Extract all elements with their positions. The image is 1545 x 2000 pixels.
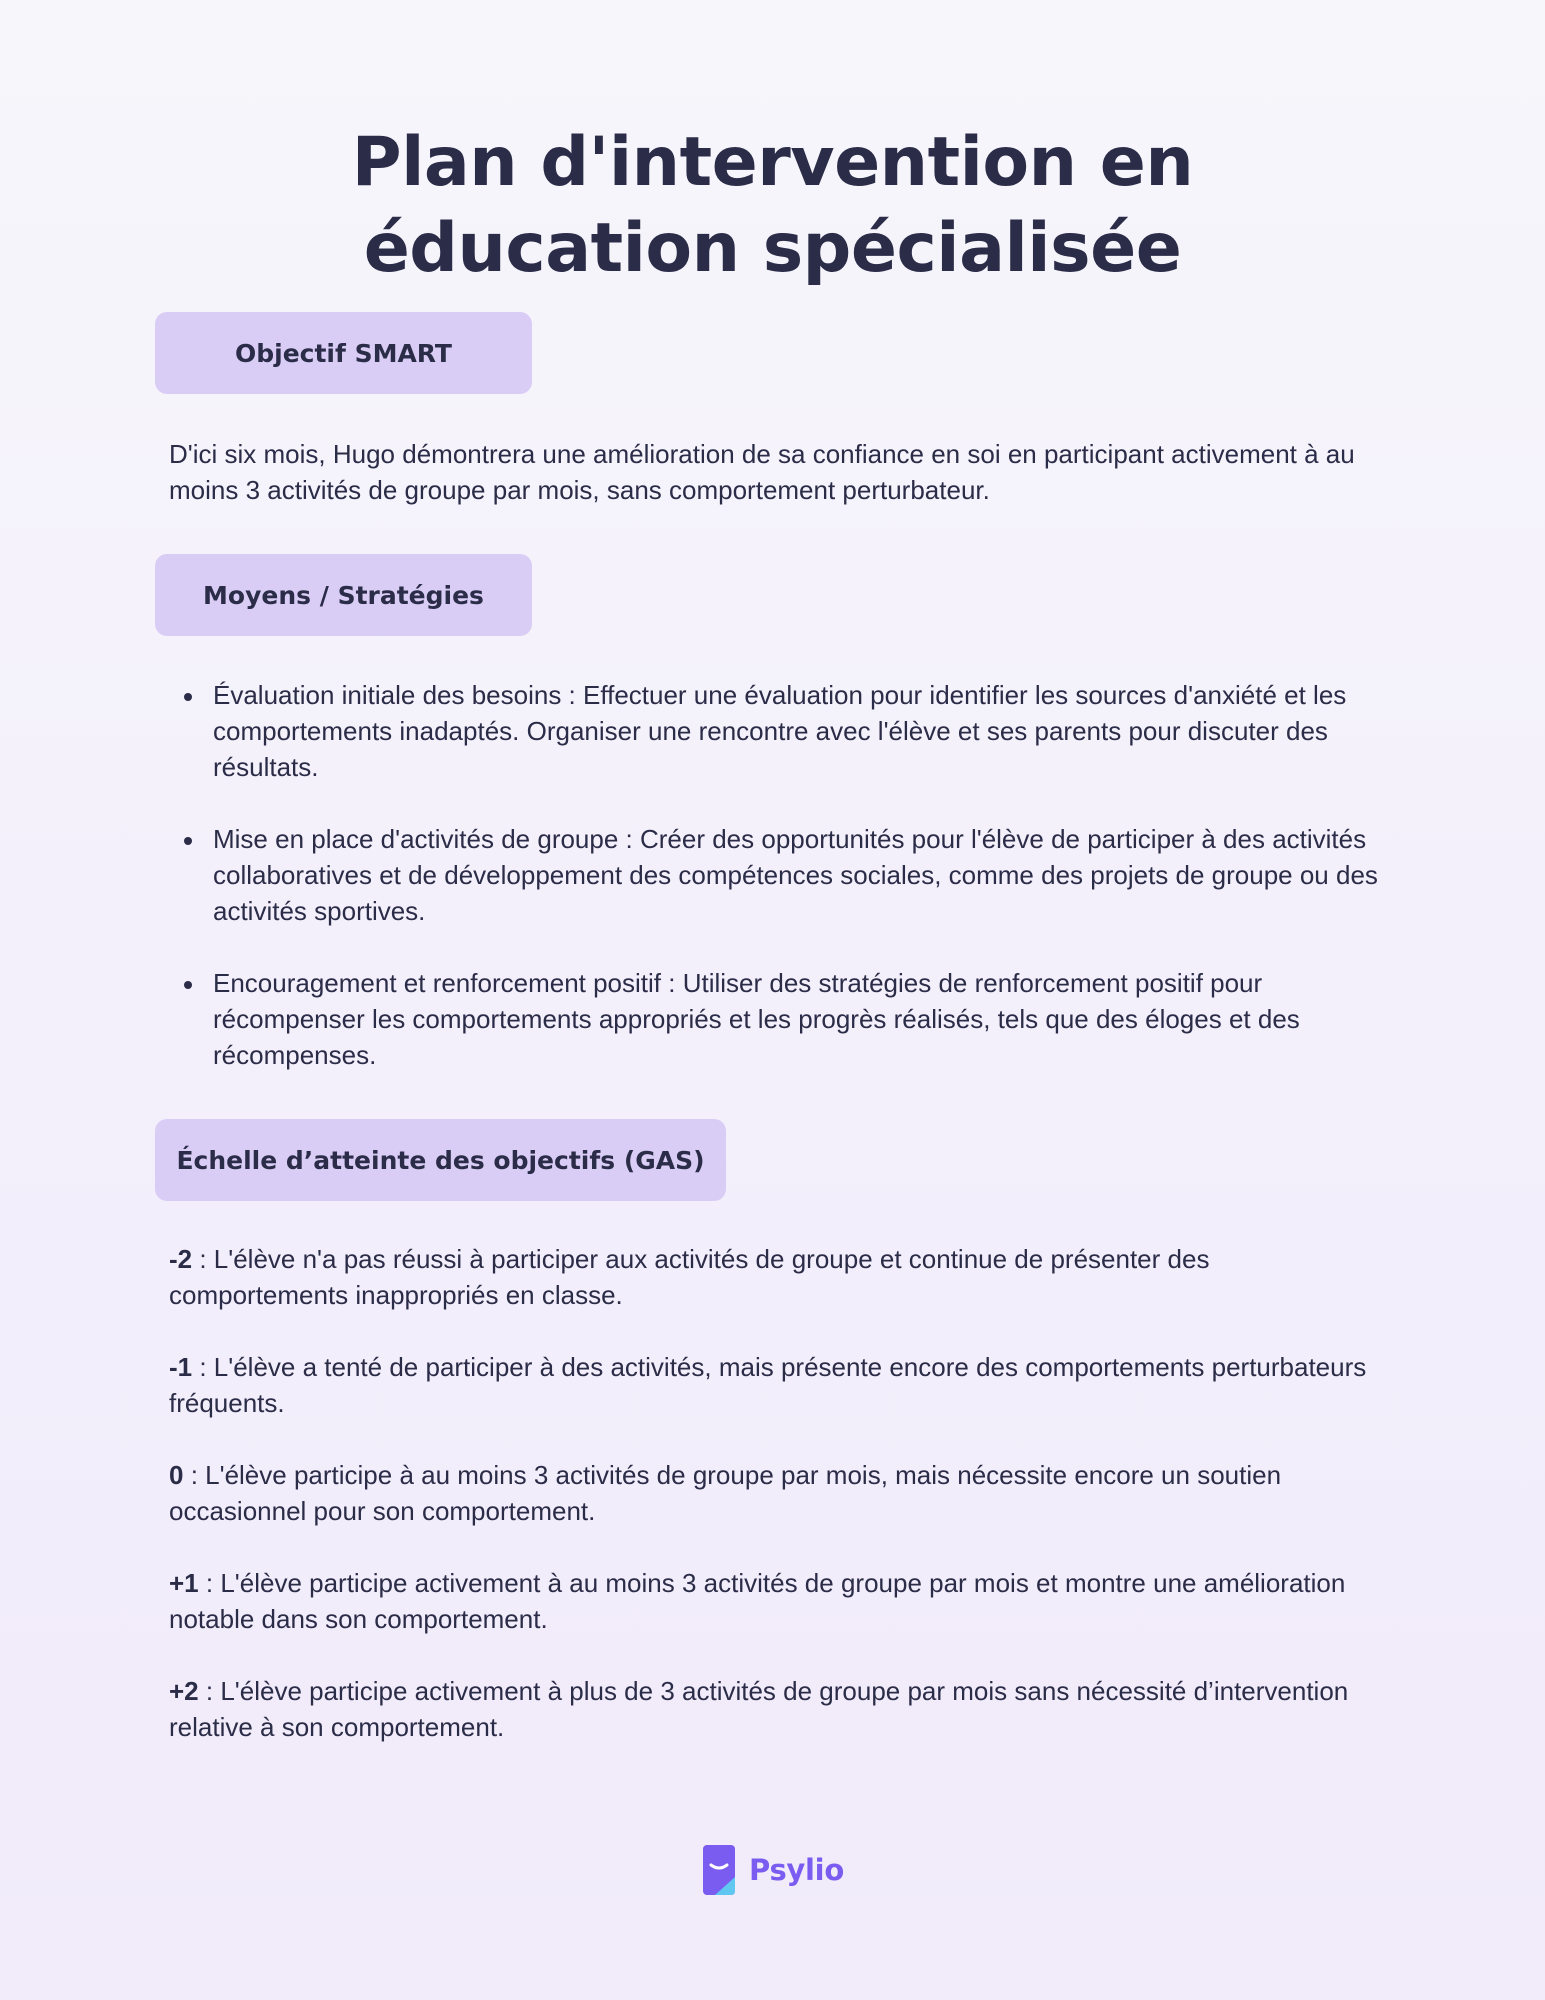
strategy-text: Encouragement et renforcement positif : Utiliser des stratégies de renforcement positif pour récompenser les comportements appropriés et les progrès réalisés, tels que des éloges et des récompenses. [213, 968, 1300, 1070]
footer-brand [0, 1843, 1545, 1897]
gas-level-text: : L'élève participe à au moins 3 activités de groupe par mois, mais nécessite encore un soutien occasionnel pour son comportement. [169, 1460, 1282, 1526]
strategy-item [213, 821, 1390, 929]
strategies-list [155, 677, 1390, 1109]
section-heading-strategies: Moyens / Stratégies [155, 554, 532, 636]
gas-level-item [169, 1349, 1384, 1421]
bullet-icon [184, 981, 192, 989]
gas-level-item [169, 1457, 1384, 1529]
bullet-icon [184, 837, 192, 845]
brand-name: Psylio [749, 1853, 844, 1887]
gas-level-value: -2 [169, 1244, 193, 1274]
strategy-text: Évaluation initiale des besoins : Effectuer une évaluation pour identifier les sources d'anxiété et les comportements inadaptés. Organiser une rencontre avec l'élève et ses parents pour discuter des résultats. [213, 680, 1347, 782]
strategy-item [213, 965, 1390, 1073]
gas-level-value: +2 [169, 1676, 199, 1706]
strategy-item [213, 677, 1390, 785]
gas-level-item [169, 1565, 1384, 1637]
gas-level-text: : L'élève n'a pas réussi à participer aux activités de groupe et continue de présenter des comportements inappropriés en classe. [169, 1244, 1210, 1310]
section-heading-gas: Échelle d’atteinte des objectifs (GAS) [155, 1119, 726, 1201]
psylio-logo-icon [701, 1843, 737, 1897]
gas-level-value: 0 [169, 1460, 184, 1490]
gas-level-text: : L'élève participe activement à au moins 3 activités de groupe par mois et montre une amélioration notable dans son comportement. [169, 1568, 1346, 1634]
strategy-text: Mise en place d'activités de groupe : Créer des opportunités pour l'élève de participer à des activités collaboratives et de développement des compétences sociales, comme des projets de groupe ou des activités sportives. [213, 824, 1378, 926]
smart-objective-text: D'ici six mois, Hugo démontrera une amélioration de sa confiance en soi en participant activement à au moins 3 activités de groupe par mois, sans comportement perturbateur. [169, 439, 1355, 505]
gas-level-item [169, 1673, 1384, 1745]
gas-level-text: : L'élève participe activement à plus de 3 activités de groupe par mois sans nécessité d’intervention relative à son comportement. [169, 1676, 1349, 1742]
gas-level-value: +1 [169, 1568, 199, 1598]
section-heading-smart: Objectif SMART [155, 312, 532, 394]
gas-scale-list [169, 1241, 1384, 1781]
gas-level-value: -1 [169, 1352, 193, 1382]
gas-level-text: : L'élève a tenté de participer à des activités, mais présente encore des comportements perturbateurs fréquents. [169, 1352, 1367, 1418]
gas-level-item [169, 1241, 1384, 1313]
document-title: Plan d'intervention en éducation spécialisée [351, 123, 1194, 288]
bullet-icon [184, 693, 192, 701]
